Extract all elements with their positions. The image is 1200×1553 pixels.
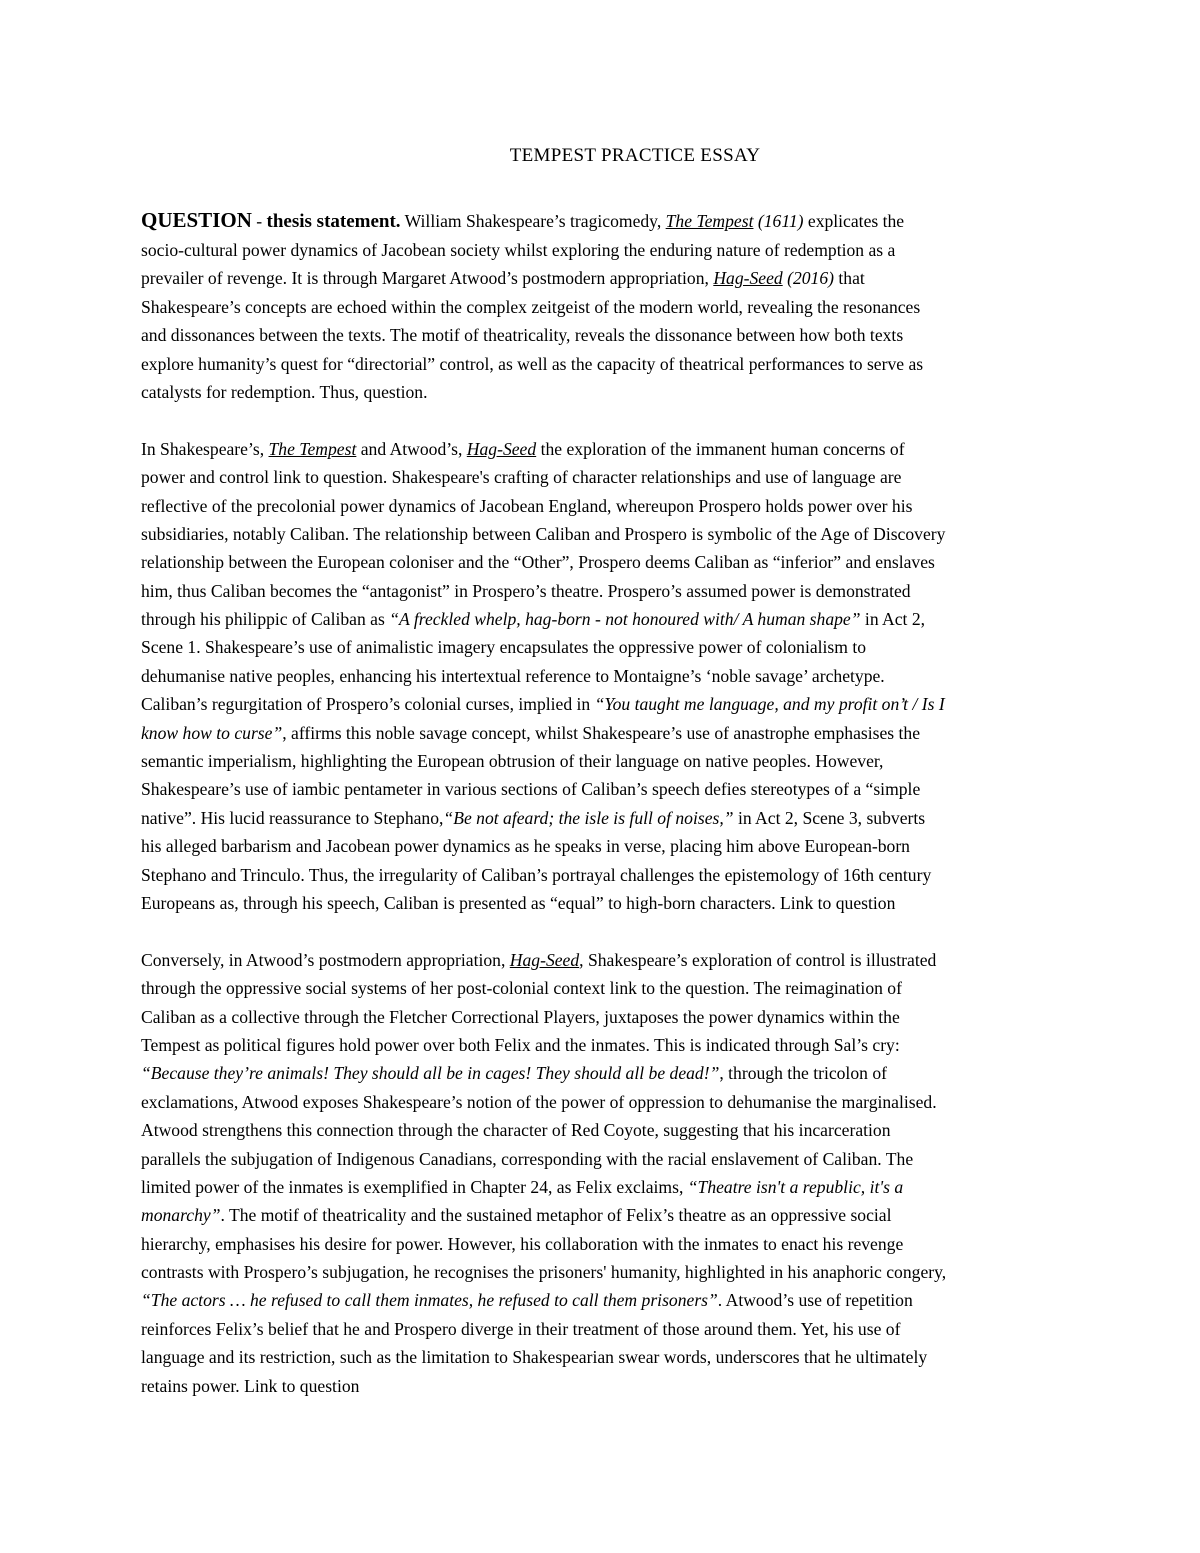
text-run: reflective of the precolonial power dynamics of Jacobean England, whereupon Prospero holds power over his	[141, 495, 913, 516]
text-line	[141, 832, 1141, 860]
text-run: his alleged barbarism and Jacobean power dynamics as he speaks in verse, placing him above European-born	[141, 836, 910, 857]
text-run: know how to curse”	[141, 722, 283, 743]
text-run: semantic imperialism, highlighting the European obtrusion of their language on native peoples. However,	[141, 751, 884, 772]
text-run: explore humanity’s quest for “directorial” control, as well as the capacity of theatrical performances to serve as	[141, 353, 924, 374]
text-line	[141, 804, 1141, 832]
text-line	[141, 775, 1141, 803]
text-run: -	[251, 211, 267, 231]
text-run: socio-cultural power dynamics of Jacobean society whilst exploring the enduring nature of redemption as a	[141, 240, 896, 260]
text-run: exclamations, Atwood exposes Shakespeare’s notion of the power of oppression to dehumanise the marginalised.	[141, 1091, 937, 1112]
text-run: in Act 2, Scene 3, subverts	[733, 807, 926, 828]
text-run: link to the question	[609, 978, 745, 999]
text-run: “You taught me language, and my profit on’t / Is I	[594, 694, 945, 715]
essay-paragraph	[141, 435, 1141, 918]
text-run: . The reimagination of	[744, 978, 902, 999]
text-run: native”. His lucid reassurance to Stephano,	[141, 807, 444, 828]
text-run: “The actors … he refused to call them inmates, he refused to call them prisoners”	[141, 1290, 718, 1311]
text-run: Caliban’s regurgitation of Prospero’s colonial curses, implied in	[141, 694, 595, 715]
text-run: Hag-Seed	[509, 949, 580, 970]
text-run: through his philippic of Caliban as	[141, 609, 390, 630]
text-run: and dissonances between the texts. The motif of theatricality, reveals the dissonance between how both texts	[141, 325, 904, 346]
text-line	[141, 321, 1141, 349]
essay-title: TEMPEST PRACTICE ESSAY	[509, 145, 761, 166]
text-line	[141, 463, 1141, 491]
text-line	[141, 1031, 1141, 1059]
essay-paragraph	[141, 946, 1141, 1400]
text-line	[141, 1258, 1141, 1286]
text-line	[141, 520, 1141, 548]
text-run: that	[834, 268, 865, 289]
text-line	[141, 974, 1141, 1002]
text-line	[141, 1059, 1141, 1087]
text-run: Scene 1. Shakespeare’s use of animalistic imagery encapsulates the oppressive power of colonialism to	[141, 637, 867, 658]
text-run: Link to question	[780, 892, 896, 913]
text-line	[141, 1145, 1141, 1173]
text-line	[141, 1315, 1141, 1343]
essay-paragraph	[141, 206, 1141, 406]
text-line	[141, 747, 1141, 775]
text-run: “Theatre isn't a republic, it's a	[687, 1176, 904, 1197]
text-line	[141, 605, 1141, 633]
text-line	[141, 264, 1141, 292]
text-run: Tempest as political figures hold power over both Felix and the inmates. This is indicated through Sal’s cry:	[141, 1034, 900, 1055]
text-run: and Atwood’s,	[356, 438, 467, 459]
text-run: contrasts with Prospero’s subjugation, he recognises the prisoners' humanity, highlighted in his anaphoric congery,	[141, 1262, 947, 1283]
text-line	[141, 378, 1141, 406]
text-run: Europeans as, through his speech, Caliban is presented as “equal” to high-born characters.	[141, 892, 781, 913]
text-run: “Be not afeard; the isle is full of noises,”	[443, 807, 734, 828]
text-run: him, thus Caliban becomes the “antagonist” in Prospero’s theatre. Prospero’s assumed power is demonstrated	[141, 580, 911, 601]
text-run: hierarchy, emphasises his desire for power. However, his collaboration with the inmates to enact his revenge	[141, 1233, 904, 1254]
text-run: The Tempest	[665, 211, 754, 231]
text-run: limited power of the inmates is exemplified in Chapter 24, as Felix exclaims,	[141, 1176, 688, 1197]
text-line	[141, 1230, 1141, 1258]
text-run: Caliban as a collective through the Fletcher Correctional Players, juxtaposes the power dynamics within the	[141, 1006, 900, 1027]
text-run: . The motif of theatricality and the sustained metaphor of Felix’s theatre as an oppressive social	[220, 1205, 892, 1226]
text-run: catalysts for redemption. Thus,	[141, 381, 364, 402]
text-line	[141, 861, 1141, 889]
text-run: monarchy”	[141, 1205, 221, 1226]
text-run: in Act 2,	[860, 609, 926, 630]
text-run: William Shakespeare’s tragicomedy,	[400, 211, 666, 231]
text-run: The Tempest	[268, 438, 357, 459]
text-run: Atwood strengthens this connection through the character of Red Coyote, suggesting that his incarceration	[141, 1120, 891, 1141]
text-run: Conversely, in Atwood’s postmodern appropriation,	[141, 949, 510, 970]
text-line	[141, 1286, 1141, 1314]
text-run: retains power.	[141, 1375, 245, 1396]
text-line	[141, 206, 1141, 236]
text-run: “Because they’re animals! They should all be in cages! They should all be dead!”	[141, 1063, 720, 1084]
text-run: through the oppressive social systems of her post-colonial context	[141, 978, 610, 999]
text-run: Link to question	[244, 1375, 360, 1396]
text-line	[141, 492, 1141, 520]
text-run: Stephano and Trinculo. Thus, the irregularity of Caliban’s portrayal challenges the epistemology of 16th century	[141, 864, 932, 885]
text-line	[141, 293, 1141, 321]
text-line	[141, 236, 1141, 264]
text-line	[141, 435, 1141, 463]
text-run: question.	[363, 381, 428, 402]
text-run: Shakespeare’s concepts are echoed within the complex zeitgeist of the modern world, revealing the resonances	[141, 296, 921, 317]
text-line	[141, 350, 1141, 378]
text-run: the exploration of the immanent human concerns of	[536, 438, 905, 459]
text-line	[141, 662, 1141, 690]
text-run: , through the tricolon of	[719, 1063, 887, 1084]
text-run: language and its restriction, such as the limitation to Shakespearian swear words, underscores that he ultimately	[141, 1347, 928, 1368]
text-run: link to question.	[273, 467, 388, 488]
text-run: reinforces Felix’s belief that he and Prospero diverge in their treatment of those around them. Yet, his use of	[141, 1318, 901, 1339]
text-run: . Atwood’s use of repetition	[717, 1290, 913, 1311]
text-line	[141, 1201, 1141, 1229]
text-run: Shakespeare’s use of iambic pentameter in various sections of Caliban’s speech defies stereotypes of a “simple	[141, 779, 921, 800]
text-line	[141, 1088, 1141, 1116]
text-line	[141, 577, 1141, 605]
text-run: Shakespeare's crafting of character relationships and use of language are	[387, 467, 902, 488]
text-run: prevailer of revenge. It is through Margaret Atwood’s postmodern appropriation,	[141, 268, 714, 289]
text-run: subsidiaries, notably Caliban. The relationship between Caliban and Prospero is symbolic of the Age of Discovery	[141, 523, 946, 544]
text-line	[141, 690, 1141, 718]
text-run: explicates the	[803, 211, 905, 231]
text-run: power and control	[141, 467, 274, 488]
text-line	[141, 946, 1141, 974]
text-line	[141, 1173, 1141, 1201]
text-line	[141, 1372, 1141, 1400]
text-run: Hag-Seed	[466, 438, 537, 459]
text-run: (1611)	[757, 211, 804, 231]
text-line	[141, 633, 1141, 661]
text-line	[141, 548, 1141, 576]
text-line	[141, 889, 1141, 917]
text-run: , affirms this noble savage concept, whilst Shakespeare’s use of anastrophe emphasises the	[282, 722, 921, 743]
text-run: relationship between the European coloniser and the “Other”, Prospero deems Caliban as “inferior” and enslaves	[141, 552, 935, 573]
text-run: QUESTION	[141, 208, 252, 232]
text-line	[141, 1003, 1141, 1031]
text-run: Hag-Seed	[713, 268, 783, 289]
text-line	[141, 1343, 1141, 1371]
essay-body	[141, 206, 1141, 1428]
text-run: (2016)	[787, 268, 834, 289]
text-run: , Shakespeare’s exploration of control is illustrated	[579, 949, 937, 970]
text-run: “A freckled whelp, hag-born - not honoured with/ A human shape”	[389, 609, 861, 630]
text-line	[141, 719, 1141, 747]
text-run: dehumanise native peoples, enhancing his intertextual reference to Montaigne’s ‘noble savage’ archetype.	[141, 665, 885, 686]
text-run: parallels the subjugation of Indigenous Canadians, corresponding with the racial enslavement of Caliban. The	[141, 1148, 914, 1169]
text-run: In Shakespeare’s,	[141, 438, 269, 459]
text-line	[141, 1116, 1141, 1144]
text-run: thesis statement.	[266, 211, 401, 232]
